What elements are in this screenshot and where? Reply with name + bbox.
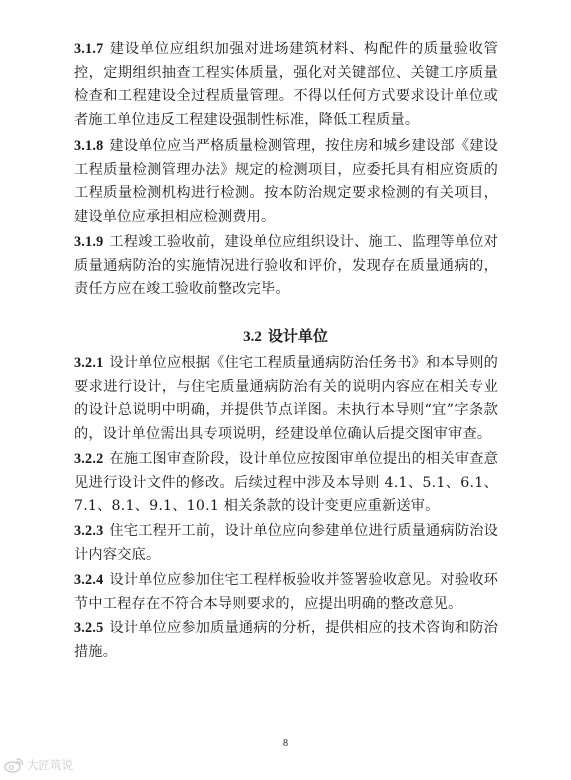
clause-number: 3.1.8 [74,138,104,154]
clause-text: 建设单位应组织加强对进场建筑材料、构配件的质量验收管控，定期组织抽查工程实体质量，强化对关键部位、关键工序质量检查和工程建设全过程质量管理。不得以任何方式要求设计单位或者施工单位违反工程建设强制性标准，降低工程质量。 [74,41,498,128]
section-title: 设计单位 [267,327,328,345]
clause-3-2-4 [74,569,498,616]
watermark [4,757,73,773]
clause-3-2-3 [74,520,498,567]
clause-text: 设计单位应参加住宅工程样板验收并签署验收意见。对验收环节中工程存在不符合本导则要求的，应提出明确的整改意见。 [74,572,498,612]
section-number: 3.2 [243,329,262,345]
clause-number: 3.2.5 [74,620,104,636]
clause-number: 3.2.2 [74,451,104,467]
clause-3-1-8 [74,135,498,229]
clause-3-2-5 [74,617,498,664]
clause-3-2-2 [74,448,498,519]
clause-text: 住宅工程开工前，设计单位应向参建单位进行质量通病防治设计内容交底。 [74,523,498,563]
clause-3-1-9 [74,231,498,302]
clause-number: 3.1.7 [74,41,104,57]
clause-3-1-7 [74,38,498,132]
clause-text: 建设单位应当严格质量检测管理，按住房和城乡建设部《建设工程质量检测管理办法》规定的检测项目，应委托具有相应资质的工程质量检测机构进行检测。按本防治规定要求检测的有关项目，建设单位应承担相应检测费用。 [74,138,498,225]
clause-text: 设计单位应根据《住宅工程质量通病防治任务书》和本导则的要求进行设计，与住宅质量通病防治有关的说明内容应在相关专业的设计总说明中明确，并提供节点详图。未执行本导则“宜”字条款的，设计单位需出具专项说明，经建设单位确认后提交图审审查。 [74,355,498,442]
clause-text: 设计单位应参加质量通病的分析，提供相应的技术咨询和防治措施。 [74,620,498,660]
clause-text: 在施工图审查阶段，设计单位应按图审单位提出的相关审查意见进行设计文件的修改。后续过程中涉及本导则 4.1、5.1、6.1、7.1、8.1、9.1、10.1 相关条款的设计变更应重新送审。 [74,451,498,514]
watermark-text: 大匠筑说 [27,758,73,772]
clause-number: 3.2.1 [74,355,104,371]
clause-3-2-1 [74,352,498,446]
clause-number: 3.2.4 [74,572,104,588]
section-heading [0,325,571,348]
weibo-logo-icon [4,757,24,773]
page-number: 8 [283,738,288,749]
clause-number: 3.1.9 [74,234,104,250]
clause-text: 工程竣工验收前，建设单位应组织设计、施工、监理等单位对质量通病防治的实施情况进行验收和评价，发现存在质量通病的，责任方应在竣工验收前整改完毕。 [74,234,498,297]
clause-number: 3.2.3 [74,523,104,539]
